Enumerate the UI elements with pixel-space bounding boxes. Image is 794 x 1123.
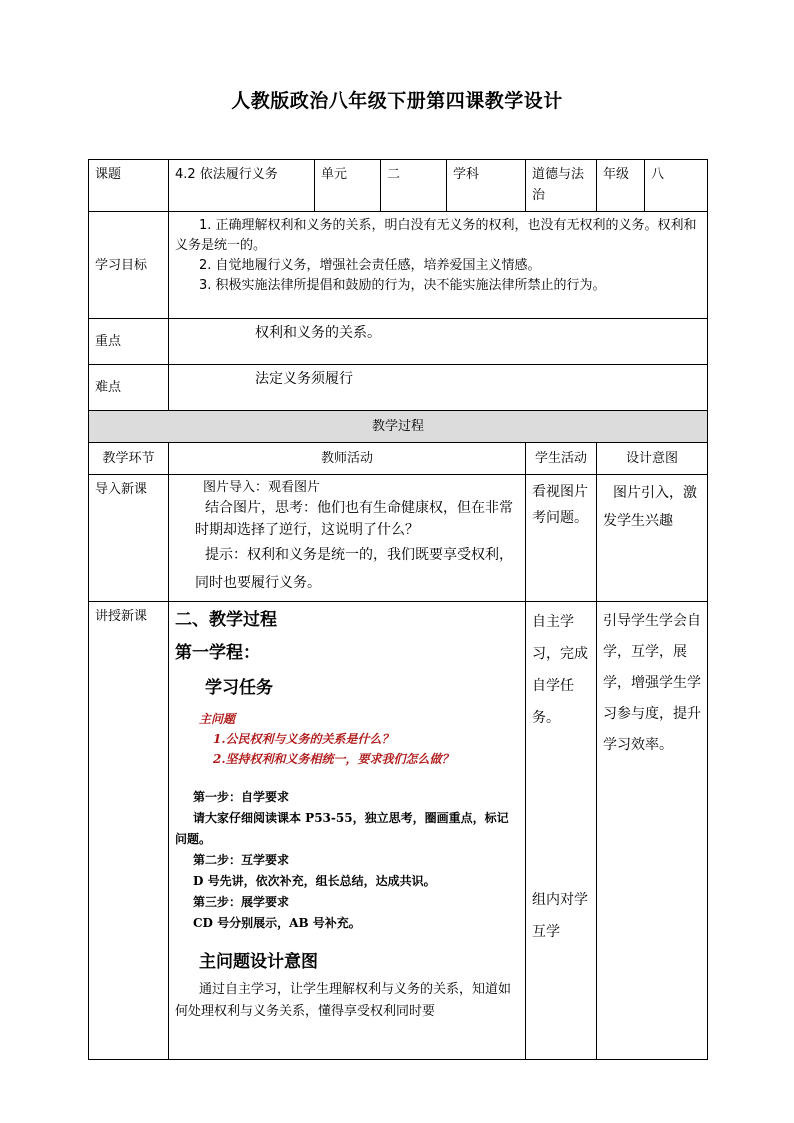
lecture-stage: 讲授新课 [89, 602, 169, 1060]
lecture-sub-heading: 第一学程： [175, 643, 260, 663]
objective-item: 1. 正确理解权利和义务的关系，明白没有无义务的权利，也没有无权利的义务。权利和义务是统一的。 [175, 218, 697, 253]
column-header: 学生活动 [526, 443, 597, 475]
process-header: 教学过程 [89, 411, 708, 443]
lecture-row [89, 602, 708, 1060]
column-header: 设计意图 [597, 443, 708, 475]
lecture-teacher [169, 602, 526, 1060]
subject-value: 道德与法治 [526, 160, 597, 212]
topic-value: 4.2 依法履行义务 [169, 160, 315, 212]
step-line: 请大家仔细阅读课本 P53-55，独立思考，圈画重点，标记问题。 [175, 811, 509, 846]
intro-teacher [169, 475, 526, 602]
difficulty-row [89, 365, 708, 411]
lecture-student [526, 602, 597, 1060]
difficulty-label: 难点 [89, 365, 169, 411]
step-line: 第二步：互学要求 [193, 853, 290, 867]
lecture-intent: 引导学生学会自学，互学，展学，增强学生学习参与度，提升学习效率。 [597, 602, 708, 1060]
column-header-row [89, 443, 708, 475]
objectives-label: 学习目标 [89, 212, 169, 319]
question-item: 2.坚持权利和义务相统一，要求我们怎么做？ [213, 752, 454, 766]
info-row [89, 160, 708, 212]
grade-label: 年级 [597, 160, 645, 212]
lesson-plan-table [88, 159, 708, 1060]
step-line: D 号先讲，依次补充，组长总结，达成共识。 [193, 874, 436, 888]
lecture-heading: 二、教学过程 [175, 610, 277, 630]
column-header: 教学环节 [89, 443, 169, 475]
intro-intent: 图片引入，激发学生兴趣 [597, 475, 708, 602]
intro-student: 看视图片考问题。 [526, 475, 597, 602]
difficulty-value: 法定义务须履行 [169, 365, 708, 411]
step-line: 第三步：展学要求 [193, 895, 290, 909]
topic-label: 课题 [89, 160, 169, 212]
lecture-task-heading: 学习任务 [205, 678, 273, 698]
step-line: 第一步：自学要求 [193, 790, 290, 804]
column-header: 教师活动 [169, 443, 526, 475]
question-item: 1.公民权利与义务的关系是什么？ [213, 732, 394, 746]
intro-row [89, 475, 708, 602]
lecture-student-b: 组内对学互学 [532, 892, 588, 940]
key-point-value: 权利和义务的关系。 [169, 319, 708, 365]
question-label: 主问题 [199, 712, 236, 726]
document-title: 人教版政治八年级下册第四课教学设计 [231, 90, 563, 112]
unit-label: 单元 [315, 160, 381, 212]
process-header-row [89, 411, 708, 443]
lecture-student-a: 自主学习，完成自学任务。 [532, 614, 588, 726]
grade-value: 八 [645, 160, 708, 212]
intro-teacher-line: 结合图片，思考：他们也有生命健康权，但在非常时期却选择了逆行，这说明了什么？ [195, 500, 513, 538]
step-line: CD 号分别展示，AB 号补充。 [193, 916, 361, 930]
key-point-label: 重点 [89, 319, 169, 365]
intro-stage: 导入新课 [89, 475, 169, 602]
subject-label: 学科 [447, 160, 526, 212]
intro-teacher-line: 图片导入：观看图片 [203, 480, 321, 495]
objective-item: 2. 自觉地履行义务，增强社会责任感，培养爱国主义情感。 [199, 258, 541, 273]
design-heading: 主问题设计意图 [199, 952, 318, 972]
objectives-content [169, 212, 708, 319]
objectives-row [89, 212, 708, 319]
key-point-row [89, 319, 708, 365]
unit-value: 二 [381, 160, 447, 212]
design-text: 通过自主学习，让学生理解权利与义务的关系，知道如何处理权利与义务关系，懂得享受权利同时要 [175, 982, 512, 1019]
objective-item: 3. 积极实施法律所提倡和鼓励的行为，决不能实施法律所禁止的行为。 [199, 278, 606, 293]
intro-teacher-line: 提示：权利和义务是统一的，我们既要享受权利，同时也要履行义务。 [195, 547, 513, 591]
